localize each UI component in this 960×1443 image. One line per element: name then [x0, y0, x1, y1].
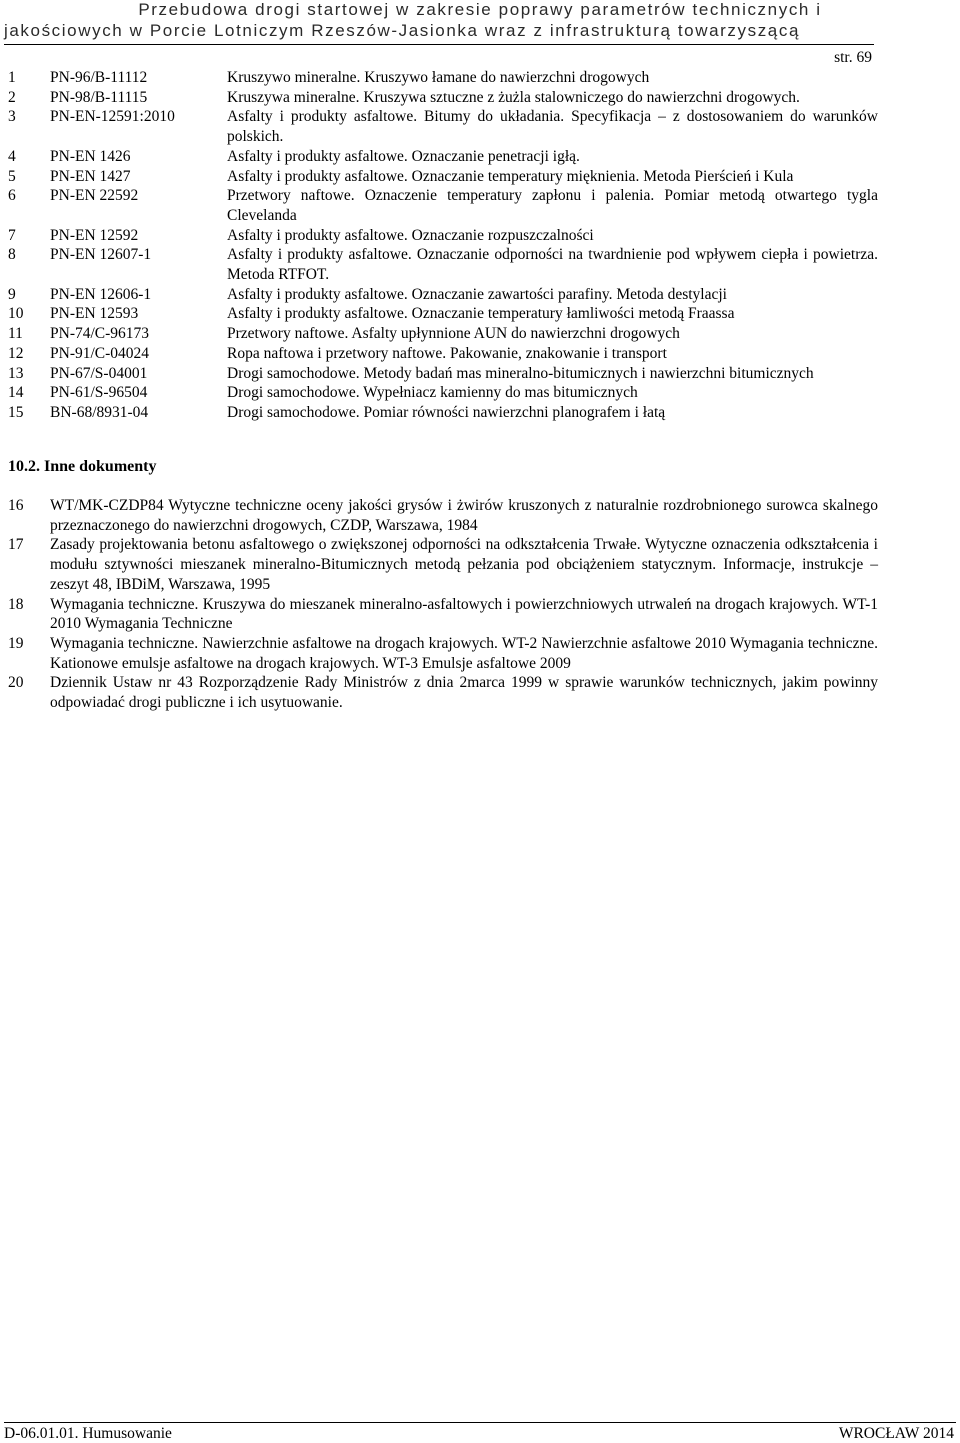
document-row [8, 535, 878, 594]
norm-row [8, 383, 878, 403]
norm-description: Asfalty i produkty asfaltowe. Bitumy do układania. Specyfikacja – z dostosowaniem do warunków polskich. [227, 108, 878, 146]
norm-description: Asfalty i produkty asfaltowe. Oznaczanie rozpuszczalności [227, 226, 594, 244]
norm-code: BN-68/8931-04 [50, 403, 149, 421]
document-text: Wymagania techniczne. Kruszywa do mieszanek mineralno-asfaltowych i powierzchniowych utrwaleń na drogach krajowych. WT-1 2010 Wymagania Techniczne [50, 595, 878, 633]
norm-description: Asfalty i produkty asfaltowe. Oznaczanie penetracji igłą. [227, 147, 580, 165]
document-text: Zasady projektowania betonu asfaltowego o zwiększonej odporności na odkształcenia Trwałe. Wytyczne oznaczenia odkształcenia i modułu sztywności mieszanek mineralno-Bitumicznych metodą pełzania pod obciążeniem statycznym. Informacje, instrukcje – zeszyt 48, IBDiM, Warszawa, 1995 [50, 536, 878, 593]
page-number: str. 69 [834, 49, 872, 66]
norm-description: Przetwory naftowe. Asfalty upłynnione AUN do nawierzchni drogowych [227, 325, 680, 343]
norm-row [8, 167, 878, 187]
norm-code: PN-61/S-96504 [50, 384, 148, 402]
page-footer [4, 1425, 954, 1443]
norm-code: PN-EN 1426 [50, 147, 131, 165]
norm-number: 5 [8, 167, 16, 185]
norm-code: PN-EN 1427 [50, 167, 131, 185]
norm-description: Przetwory naftowe. Oznaczenie temperatury zapłonu i palenia. Pomiar metodą otwartego tygla Clevelanda [227, 187, 878, 224]
norm-number: 10 [8, 305, 24, 323]
document-row [8, 634, 878, 673]
norm-number: 14 [8, 384, 24, 402]
norm-row [8, 304, 878, 324]
norm-code: PN-96/B-11112 [50, 69, 148, 86]
page-header [0, 0, 960, 42]
norm-row [8, 88, 878, 108]
norm-description: Drogi samochodowe. Wypełniacz kamienny do mas bitumicznych [227, 384, 638, 402]
document-number: 16 [8, 497, 24, 514]
norm-row [8, 186, 878, 225]
norm-number: 9 [8, 285, 16, 303]
norm-number: 7 [8, 226, 16, 244]
norm-row [8, 147, 878, 167]
norm-number: 1 [8, 69, 16, 86]
norm-row [8, 403, 878, 423]
document-number: 18 [8, 595, 24, 613]
header-divider [4, 44, 874, 45]
norm-description: Asfalty i produkty asfaltowe. Oznaczanie zawartości parafiny. Metoda destylacji [227, 285, 727, 303]
norm-description: Ropa naftowa i przetwory naftowe. Pakowanie, znakowanie i transport [227, 344, 667, 362]
footer-left-text: D-06.01.01. Humusowanie [4, 1425, 172, 1442]
norm-code: PN-74/C-96173 [50, 325, 150, 343]
norm-number: 4 [8, 147, 16, 165]
norm-code: PN-98/B-11115 [50, 88, 148, 106]
norm-code: PN-67/S-04001 [50, 364, 148, 382]
header-title-line1: Przebudowa drogi startowej w zakresie poprawy parametrów technicznych i [138, 0, 822, 19]
document-number: 17 [8, 536, 24, 554]
norms-list [8, 68, 878, 423]
norm-code: PN-EN-12591:2010 [50, 108, 175, 126]
document-number: 20 [8, 674, 24, 692]
norm-description: Kruszywo mineralne. Kruszywo łamane do nawierzchni drogowych [227, 69, 650, 86]
norm-description: Drogi samochodowe. Metody badań mas mineralno-bitumicznych i nawierzchni bitumicznych [227, 364, 814, 382]
norm-row [8, 324, 878, 344]
norm-number: 15 [8, 403, 24, 421]
norm-number: 3 [8, 108, 16, 126]
norm-description: Asfalty i produkty asfaltowe. Oznaczanie temperatury mięknienia. Metoda Pierścień i Kula [227, 167, 794, 185]
norm-code: PN-EN 12607-1 [50, 246, 152, 264]
norm-code: PN-91/C-04024 [50, 344, 150, 362]
document-text: Wymagania techniczne. Nawierzchnie asfaltowe na drogach krajowych. WT-2 Nawierzchnie asfaltowe 2010 Wymagania techniczne. Kationowe emulsje asfaltowe na drogach krajowych. WT-3 Emulsje asfaltowe 2009 [50, 634, 878, 672]
norm-number: 13 [8, 364, 24, 382]
norm-number: 8 [8, 246, 16, 264]
norm-row [8, 285, 878, 305]
norm-code: PN-EN 12606-1 [50, 285, 152, 303]
document-row [8, 673, 878, 712]
norm-number: 12 [8, 344, 24, 362]
norm-row [8, 364, 878, 384]
norm-description: Drogi samochodowe. Pomiar równości nawierzchni planografem i łatą [227, 403, 666, 421]
norm-row [8, 107, 878, 146]
section-title: 10.2. Inne dokumenty [8, 458, 157, 475]
norm-description: Asfalty i produkty asfaltowe. Oznaczanie temperatury łamliwości metodą Fraassa [227, 305, 735, 323]
document-row [8, 496, 878, 535]
document-text: Dziennik Ustaw nr 43 Rozporządzenie Rady Ministrów z dnia 2marca 1999 w sprawie warunków technicznych, jakim powinny odpowiadać drogi publiczne i ich usytuowanie. [50, 674, 878, 712]
documents-list [8, 496, 878, 713]
norm-description: Asfalty i produkty asfaltowe. Oznaczanie odporności na twardnienie pod wpływem ciepła i powietrza. Metoda RTFOT. [227, 246, 878, 284]
norm-row [8, 68, 878, 88]
footer-right-text: WROCŁAW 2014 [838, 1425, 954, 1442]
norm-number: 11 [8, 325, 23, 343]
document-number: 19 [8, 634, 24, 652]
footer-divider [4, 1422, 956, 1423]
norm-row [8, 245, 878, 284]
norm-row [8, 226, 878, 246]
norm-number: 6 [8, 187, 16, 205]
norm-code: PN-EN 12592 [50, 226, 139, 244]
norm-number: 2 [8, 88, 16, 106]
norm-code: PN-EN 22592 [50, 187, 139, 205]
norm-code: PN-EN 12593 [50, 305, 139, 323]
norm-description: Kruszywa mineralne. Kruszywa sztuczne z żużla stalowniczego do nawierzchni drogowych. [227, 88, 800, 106]
document-row [8, 595, 878, 634]
header-title-line2: jakościowych w Porcie Lotniczym Rzeszów-Jasionka wraz z infrastrukturą towarzyszącą [4, 21, 801, 40]
norm-row [8, 344, 878, 364]
document-text: WT/MK-CZDP84 Wytyczne techniczne oceny jakości grysów i żwirów kruszonych z naturalnie rozdrobnionego surowca skalnego przeznaczonego do nawierzchni drogowych, CZDP, Warszawa, 1984 [50, 497, 878, 534]
